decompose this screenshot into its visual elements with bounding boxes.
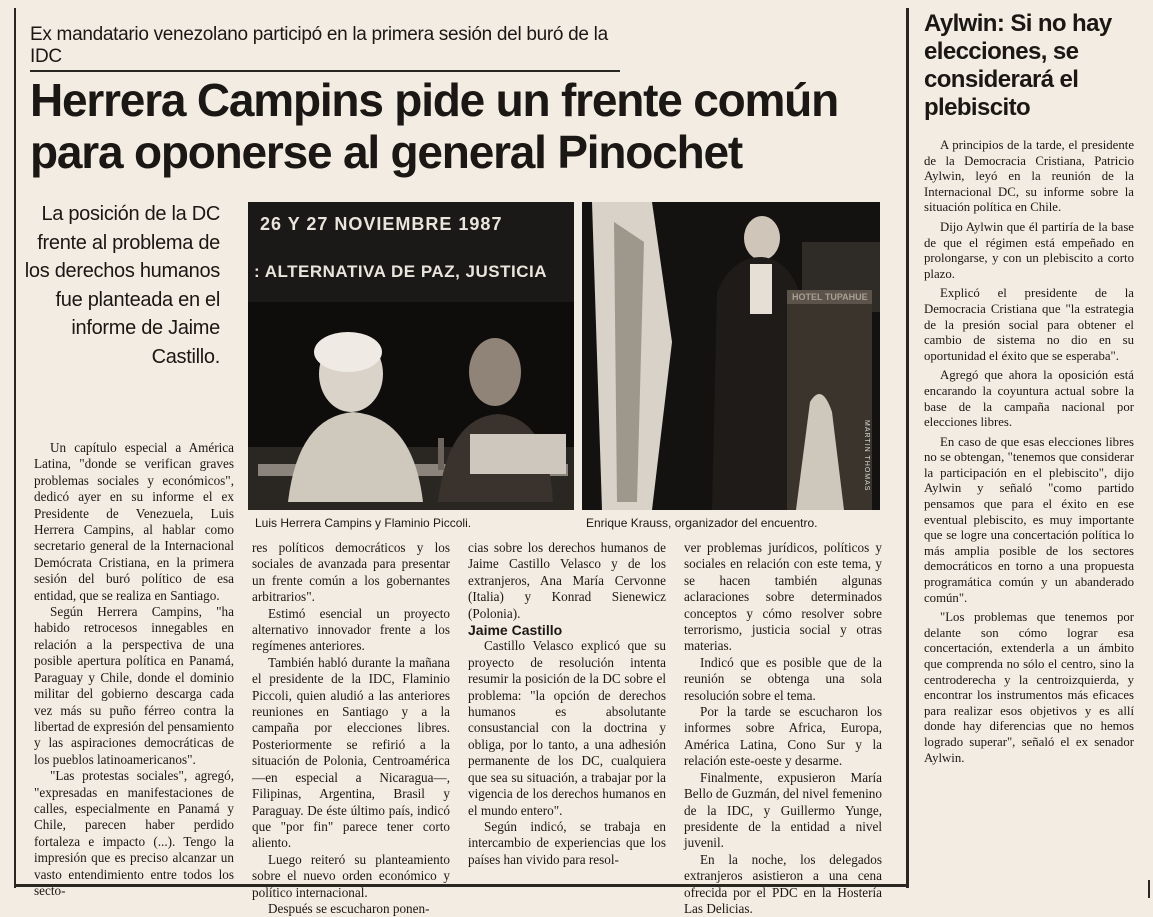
col1-paragraph: "Las protestas sociales", agregó, "expresadas en manifestaciones de calles, especialmente en Panamá y Chile, parecen haber perdido fortaleza e impacto (...). Tengo la impresión que es preciso alcanzar un vasto entendimiento entre todos los secto- [34,768,234,898]
col2-paragraph: res políticos democráticos y los sociales de avanzada para presentar un frente común a los gobernantes arbitrarios". [252,540,450,605]
col2-paragraph: Luego reiteró su planteamiento sobre el nuevo orden económico y político internacional. [252,851,450,900]
photo-credit: MARTIN THOMAS [863,420,870,492]
col3-paragraph: Castillo Velasco explicó que su proyecto de resolución intenta resumir la posición de la DC sobre el problema: "la opción de derechos humanos es absolutante consustancial con la doctrina y obliga, por lo tanto, a una adhesión permanente de los DC, cualquiera que sea su situación, a trabajar por la vigencia de los derechos humanos en el mundo entero". [468,638,666,818]
article-column-4 [684,540,882,917]
col3-subhead: Jaime Castillo [468,622,563,639]
photo-herrera-piccoli-image [248,202,574,510]
photo-enrique-krauss-image [582,202,880,510]
headline-line-1: Herrera Campins pide un frente común [30,74,838,126]
article-deck: La posición de la DC frente al problema de los derechos humanos fue planteada en el informe de Jaime Castillo. [24,203,220,368]
col4-paragraph: Finalmente, expusieron María Bello de Guzmán, del nivel femenino de la IDC, y Guillermo Yunge, presidente de la entidad a nivel juvenil. [684,769,882,851]
sidebar-paragraph: Agregó que ahora la oposición está encarando la coyuntura actual sobre la base de la campaña nacional por elecciones libres. [924,368,1134,430]
sidebar-paragraph: A principios de la tarde, el presidente de la Democracia Cristiana, Patricio Aylwin, leyó en la reunión de la Internacional DC, su informe sobre la situación política en Chile. [924,138,1134,215]
photo2-caption: Enrique Krauss, organizador del encuentro. [586,516,818,530]
photo1-banner-line-1: 26 Y 27 NOVIEMBRE 1987 [260,214,503,234]
photo2-podium-text: HOTEL TUPAHUE [792,292,868,302]
photo1-banner-line-2: : ALTERNATIVA DE PAZ, JUSTICIA [254,262,547,281]
col4-paragraph: Por la tarde se escucharon los informes sobre Africa, Europa, América Latina, Cono Sur y la relación este-oeste y desarme. [684,704,882,769]
article-headline [30,74,890,178]
left-border-rule [14,8,16,888]
sidebar-column [924,138,1134,770]
sidebar-paragraph: Explicó el presidente de la Democracia Cristiana que "la estrategia de la presión social para obtener el cambio de sistema no dio en su oportunidad el éxito que se esperaba". [924,286,1134,363]
col3-paragraph: cias sobre los derechos humanos de Jaime Castillo Velasco y de los extranjeros, Ana María Cervonne (Italia) y Konrad Sienewicz (Polonia). [468,540,666,621]
col3-paragraph: Según indicó, se trabaja en intercambio de experiencias que los países han vivido para resol- [468,818,666,867]
sidebar-divider-rule [906,8,909,888]
article-column-3 [468,540,666,868]
article-kicker: Ex mandatario venezolano participó en la primera sesión del buró de la IDC [30,24,620,72]
col4-paragraph: Indicó que es posible que de la reunión se obtenga una sola resolución sobre el tema. [684,654,882,703]
col4-paragraph: ver problemas jurídicos, políticos y sociales en relación con este tema, y se hacen también algunas aclaraciones sobre determinados conceptos y cómo resolver sobre terrorismo, justicia social y otras materias. [684,540,882,654]
col4-paragraph: En la noche, los delegados extranjeros asistieron a una cena ofrecida por el PDC en la Hostería Las Delicias. [684,851,882,916]
sidebar-title: Aylwin: Si no hay elecciones, se considerará el plebiscito [924,10,1112,121]
article-column-1 [34,440,234,899]
headline-line-2: para oponerse al general Pinochet [30,126,742,178]
col2-paragraph: Después se escucharon ponen- [268,900,430,916]
right-border-rule [1148,880,1150,898]
photo-enrique-krauss [582,202,880,510]
col2-paragraph: También habló durante la mañana el presidente de la IDC, Flaminio Piccoli, quien aludió a las anteriores reuniones en Santiago y a la campaña por elecciones libres. Posteriormente se refirió a la situación de Polonia, Centroamérica —en especial a Nicaragua—, Filipinas, Argentina, Brasil y Paraguay. De éste último país, indicó que "por fin" parece tener corto aliento. [252,654,450,851]
article-column-2 [252,540,450,917]
photo1-caption: Luis Herrera Campins y Flaminio Piccoli. [255,516,472,530]
col2-paragraph: Estimó esencial un proyecto alternativo innovador frente a los regímenes anteriores. [252,605,450,654]
col1-paragraph: Un capítulo especial a América Latina, "donde se verifican graves problemas sociales y económicos", dedicó ayer en su informe el ex Presidente de Venezuela, Luis Herrera Campins, al hablar como secretario general de la Internacional Demócrata Cristiana, en la primera sesión del buró político de esa entidad, que se realiza en Santiago. [34,440,234,603]
photo-herrera-piccoli [248,202,574,510]
col1-paragraph: Según Herrera Campins, "ha habido retrocesos innegables en relación a la perspectiva de una posible apertura política en Panamá, Paraguay y Chile, donde el dominio militar del gobierno descarga cada vez más su puño férreo contra la libertad de expresión del pensamiento y las aspiraciones democráticas de los pueblos latinoamericanos". [34,604,234,767]
sidebar-paragraph: En caso de que esas elecciones libres no se obtengan, "tenemos que considerar la participación en el plebiscito", dijo Aylwin y señaló "como partido pensamos que para el éxito en ese eventual plebiscito, es muy importante que se logre una concertación política lo más amplia posible de los sectores democráticos en torno a una propuesta programática común y un abanderado común". [924,434,1134,605]
sidebar-paragraph: Dijo Aylwin que él partiría de la base de que el régimen está empeñado en prolongarse, y con un plebiscito a corto plazo. [924,219,1134,281]
sidebar-paragraph: "Los problemas que tenemos por delante son cómo lograr esa concertación, extenderla a un ámbito que comprenda no sólo el centro, sino la centroderecha y la centroizquierda, y encontrar los instrumentos más eficaces para realizar esos objetivos y es allí donde hay diferencias que no hemos logrado superar", señaló el ex senador Aylwin. [924,610,1134,765]
